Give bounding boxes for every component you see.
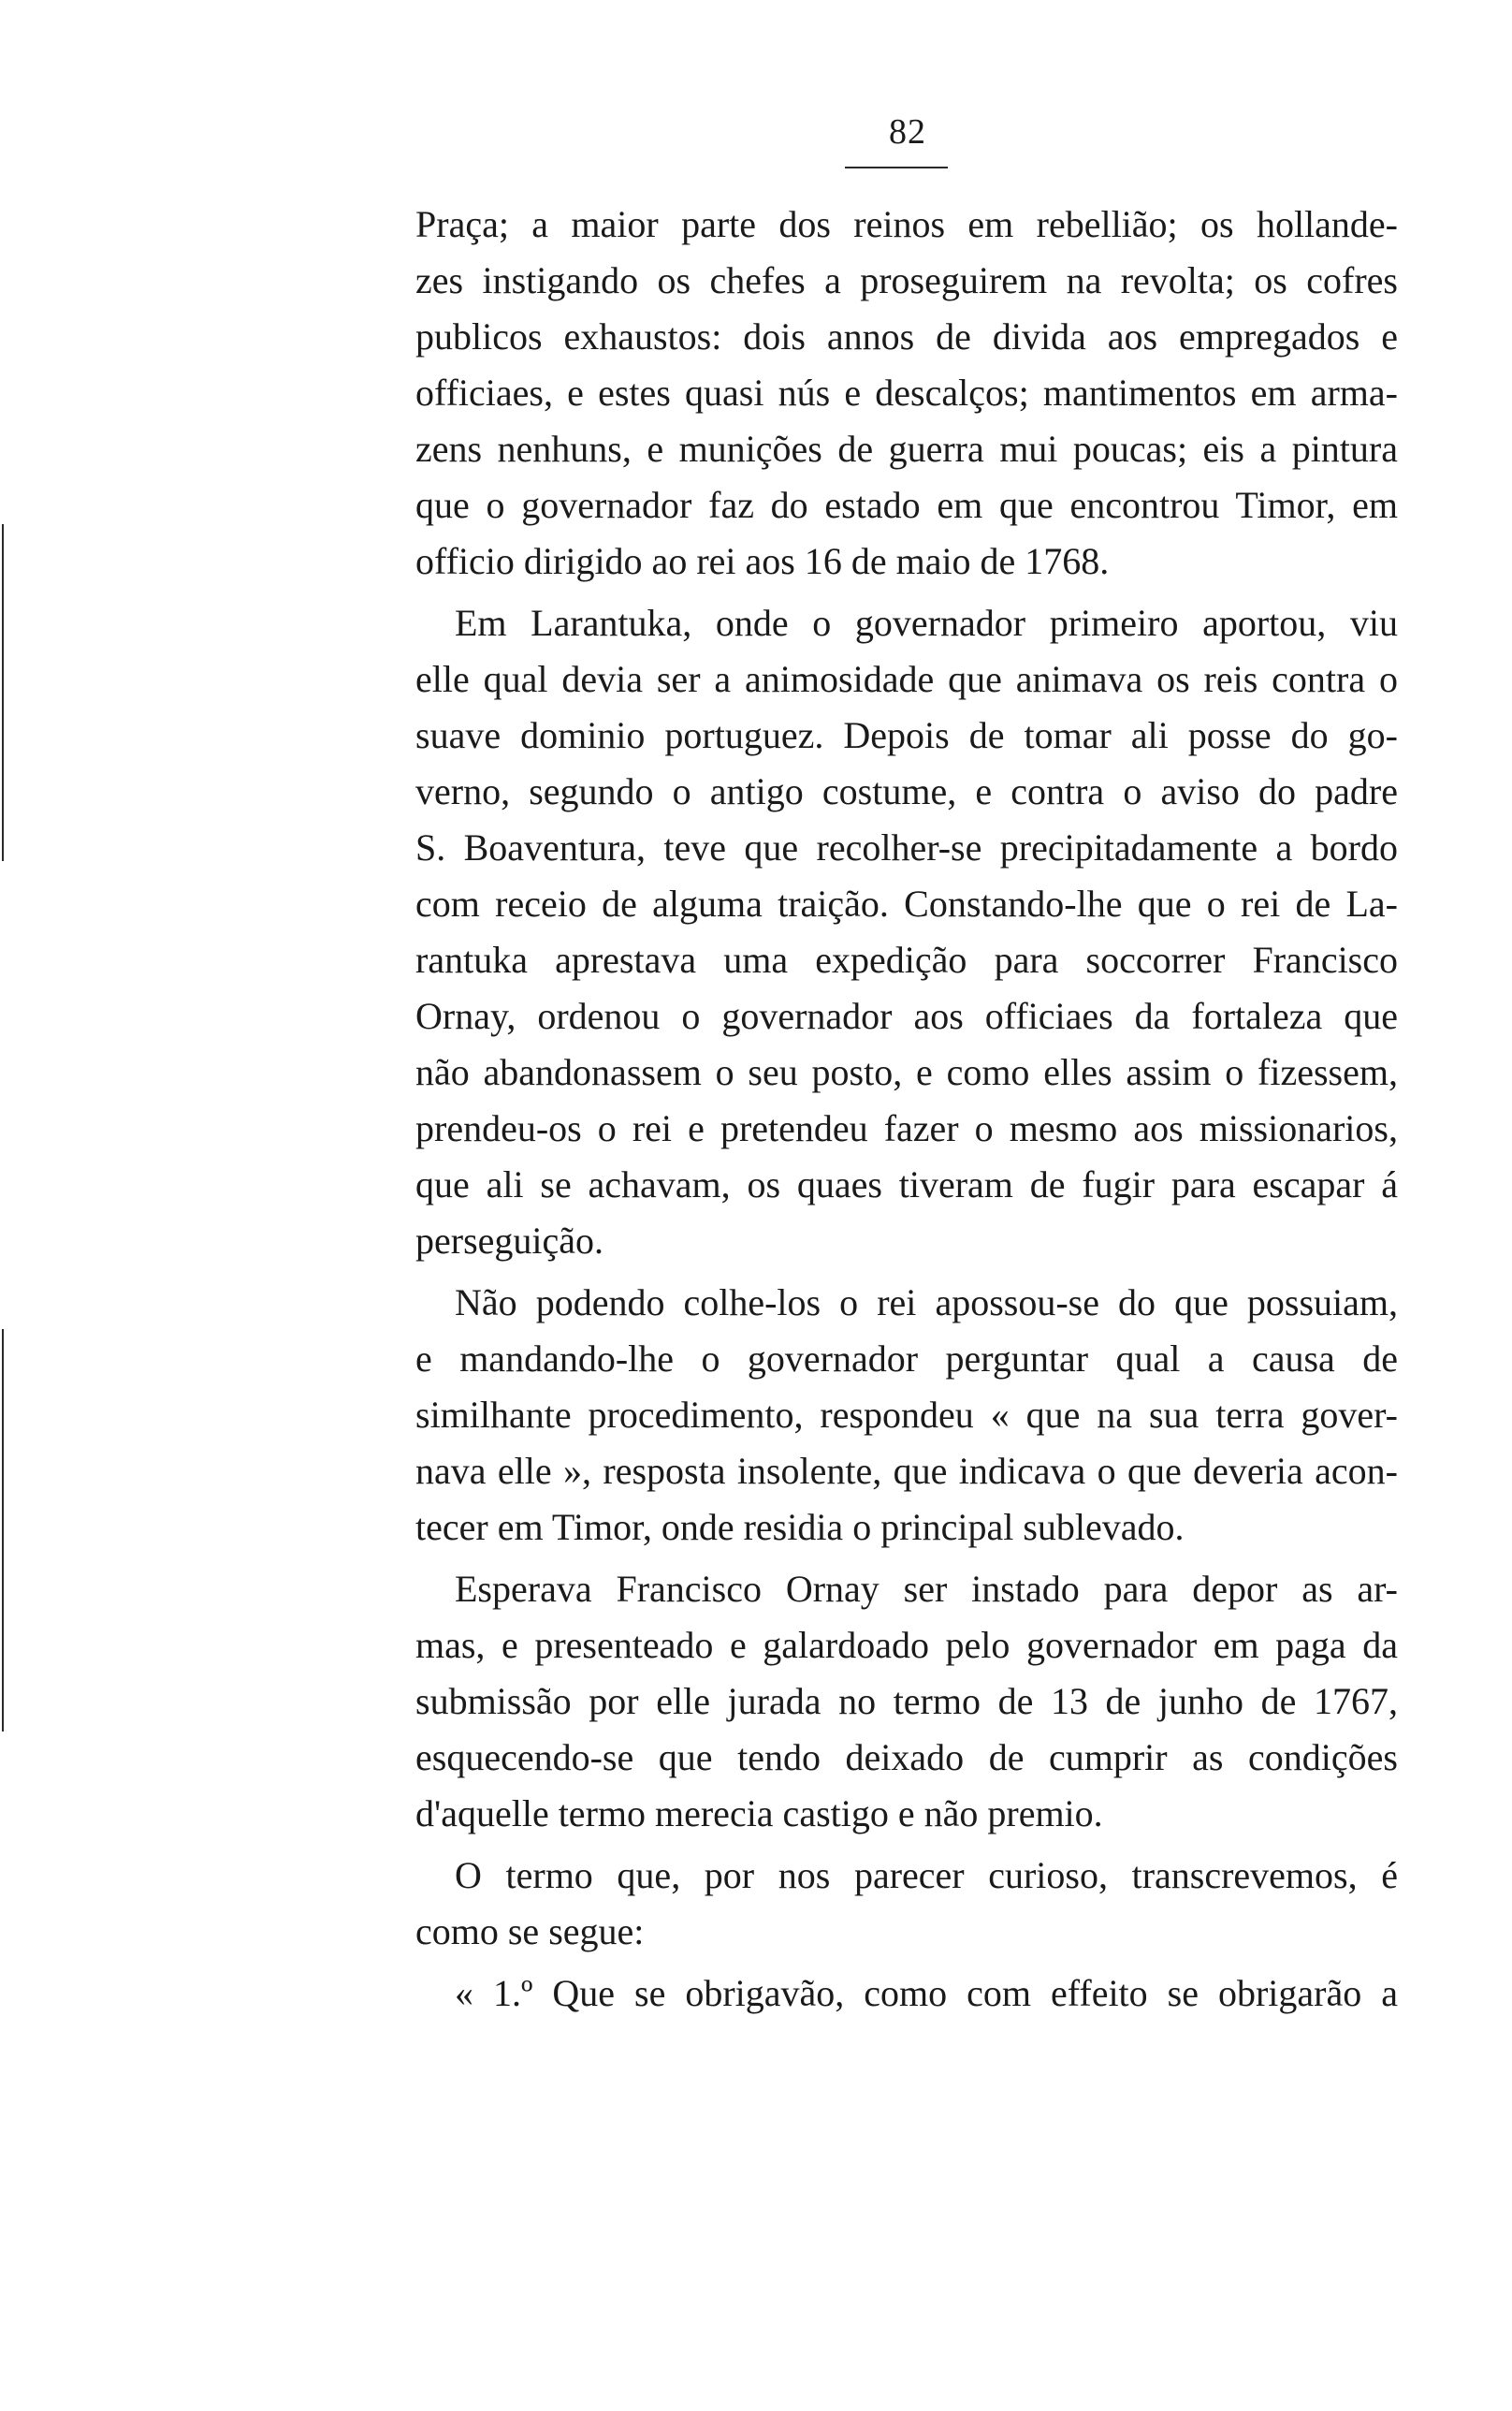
text-line: não abandonassem o seu posto, e como elles assim o fizessem, [415,1051,1398,1093]
paragraph [415,197,1398,590]
text-line: Ornay, ordenou o governador aos officiaes da fortaleza que [415,995,1398,1037]
text-line: rantuka aprestava uma expedição para soccorrer Francisco [415,939,1398,981]
text-line: zes instigando os chefes a proseguirem na revolta; os cofres [415,259,1398,301]
body-text [415,197,1398,2022]
paragraph [415,1965,1398,2022]
text-line: Esperava Francisco Ornay ser instado para depor as ar- [455,1568,1398,1610]
text-line: mas, e presenteado e galardoado pelo governador em paga da [415,1624,1398,1666]
text-line: zens nenhuns, e munições de guerra mui poucas; eis a pintura [415,428,1398,470]
paragraph [415,1848,1398,1960]
text-line: nava elle », resposta insolente, que indicava o que deveria acon- [415,1450,1398,1492]
text-line: officiaes, e estes quasi nús e descalços; mantimentos em arma- [415,372,1398,414]
text-line: que o governador faz do estado em que encontrou Timor, em [415,484,1398,526]
text-line: esquecendo-se que tendo deixado de cumprir as condições [415,1736,1398,1778]
text-line: e mandando-lhe o governador perguntar qual a causa de [415,1337,1398,1380]
page-number: 82 [889,112,926,152]
scan-edge-line [2,1329,4,1732]
text-line: verno, segundo o antigo costume, e contra o aviso do padre [415,770,1398,812]
text-line: S. Boaventura, teve que recolher-se precipitadamente a bordo [415,826,1398,869]
text-line: com receio de alguma traição. Constando-lhe que o rei de La- [415,883,1398,925]
text-line: prendeu-os o rei e pretendeu fazer o mesmo aos missionarios, [415,1107,1398,1149]
text-line: officio dirigido ao rei aos 16 de maio de 1768. [415,540,1110,582]
paragraph [415,1561,1398,1842]
text-line: Não podendo colhe-los o rei apossou-se do que possuiam, [455,1281,1398,1323]
text-line: suave dominio portuguez. Depois de tomar ali posse do go- [415,714,1398,756]
text-line: como se segue: [415,1910,645,1952]
text-line: perseguição. [415,1220,604,1262]
text-line: d'aquelle termo merecia castigo e não premio. [415,1792,1103,1834]
text-line: que ali se achavam, os quaes tiveram de fugir para escapar á [415,1163,1398,1206]
page-number-rule [845,167,948,168]
text-line: Praça; a maior parte dos reinos em rebellião; os hollande- [415,203,1398,245]
text-line: Em Larantuka, onde o governador primeiro aportou, viu [455,602,1398,644]
text-line: « 1.º Que se obrigavão, como com effeito se obrigarão a [455,1972,1398,2014]
text-line: publicos exhaustos: dois annos de divida aos empregados e [415,315,1398,358]
paragraph [415,595,1398,1269]
text-line: elle qual devia ser a animosidade que animava os reis contra o [415,658,1398,700]
text-line: submissão por elle jurada no termo de 13 de junho de 1767, [415,1680,1398,1722]
paragraph [415,1275,1398,1556]
text-line: tecer em Timor, onde residia o principal sublevado. [415,1506,1185,1548]
text-line: similhante procedimento, respondeu « que na sua terra gover- [415,1394,1398,1436]
text-line: O termo que, por nos parecer curioso, transcrevemos, é [455,1854,1398,1896]
scan-edge-line [2,524,4,861]
